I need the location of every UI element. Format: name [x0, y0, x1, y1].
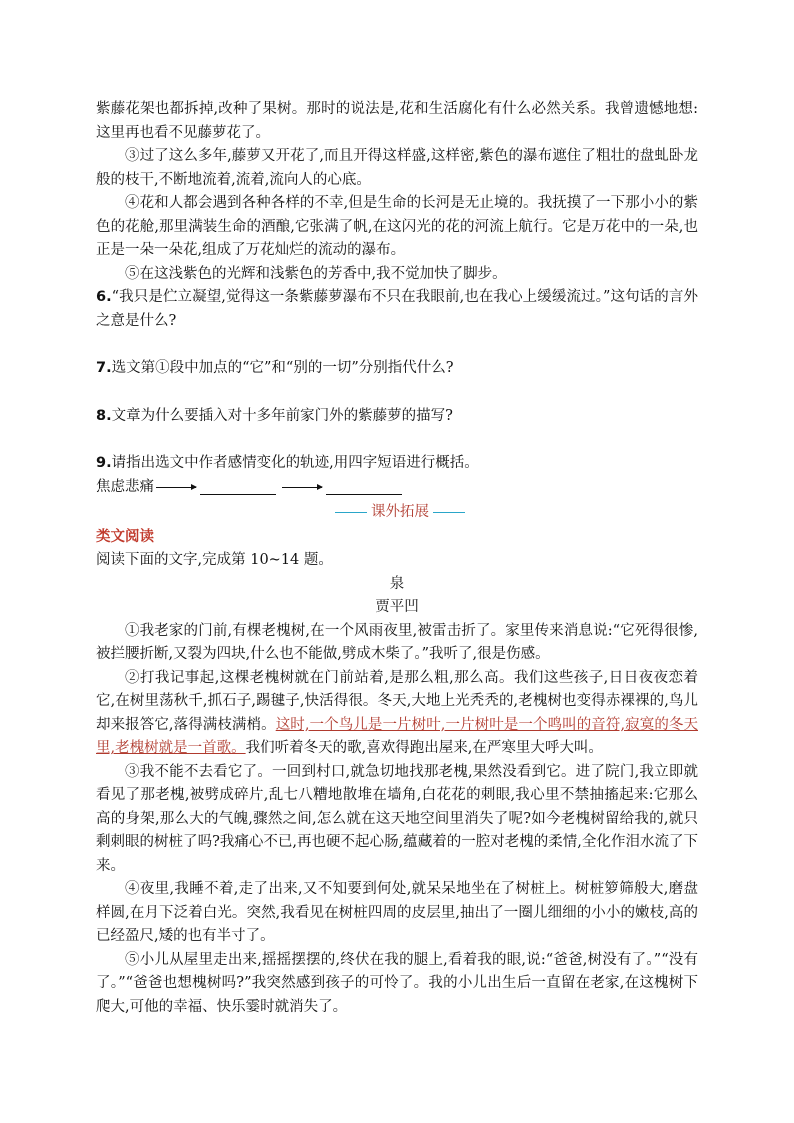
- passage2-paragraph-2: [96, 667, 698, 761]
- answer-space-6: [96, 333, 698, 357]
- passage2-author: 贾平凹: [375, 599, 419, 615]
- question-6: [96, 286, 698, 333]
- passage2-paragraph-4: ④夜里,我睡不着,走了出来,又不知要到何处,就呆呆地坐在了树桩上。树桩箩筛般大,磨盘样圆,在月下泛着白光。突然,我看见在树桩四周的皮层里,抽出了一圈儿细细的小小的嫩枝,高的已经盈尺,矮的也有半寸了。: [96, 881, 698, 944]
- emotion-track: [96, 476, 698, 500]
- reading-instruction: 阅读下面的文字,完成第 10~14 题。: [96, 552, 333, 568]
- answer-space-8: [96, 428, 698, 452]
- question-7: [96, 357, 698, 381]
- question-9: [96, 452, 698, 476]
- question-8: [96, 405, 698, 429]
- answer-space-7: [96, 381, 698, 405]
- passage2-paragraph-3: ③我不能不去看它了。一回到村口,就急切地找那老槐,果然没看到它。进了院门,我立即就看见了那老槐,被劈成碎片,乱七八糟地散堆在墙角,白花花的刺眼,我心里不禁抽搐起来:它那么高的身架,那么大的气魄,骤然之间,怎么就在这天地空间里消失了呢?如今老槐树留给我的,就只剩刺眼的树桩了吗?我痛心不已,再也硬不起心肠,蕴藏着的一腔对老槐的柔情,全化作泪水流了下来。: [96, 763, 698, 874]
- banner-line-right: [433, 512, 465, 513]
- question-9-text: 请指出选文中作者感情变化的轨迹,用四字短语进行概括。: [111, 455, 479, 471]
- arrow-icon: [282, 487, 322, 488]
- passage2-paragraph-5: ⑤小儿从屋里走出来,摇摇摆摆的,终伏在我的腿上,看着我的眼,说:“爸爸,树没有了。”“没有了。”“爸爸也想槐树吗?”我突然感到孩子的可怜了。我的小儿出生后一直留在老家,在这槐树下爬大,可他的幸福、快乐霎时就消失了。: [96, 951, 698, 1015]
- question-8-text: 文章为什么要插入对十多年前家门外的紫藤萝的描写?: [111, 407, 453, 424]
- extension-banner-label: 课外拓展: [371, 503, 429, 520]
- highlighted-sentence: 这时,一个鸟儿是一片树叶,一片树叶是一个鸣叫的音符,寂寞的冬天里,老槐树就是一首歌。: [96, 716, 698, 756]
- document-page: [96, 98, 698, 1019]
- question-8-number: 8.: [96, 407, 112, 424]
- passage2-paragraph-1: ①我老家的门前,有棵老槐树,在一个风雨夜里,被雷击折了。家里传来消息说:“它死得很惨,被拦腰折断,又裂为四块,什么也不能做,劈成木柴了。”我听了,很是伤感。: [96, 622, 698, 662]
- passage2-paragraph-2-end: 我们听着冬天的歌,喜欢得跑出屋来,在严寒里大呼大叫。: [245, 740, 603, 756]
- question-9-number: 9.: [96, 455, 112, 471]
- arrow-icon: [156, 487, 196, 488]
- passage1-paragraph-continued: 紫藤花架也都拆掉,改种了果树。那时的说法是,花和生活腐化有什么必然关系。我曾遗憾地想:这里再也看不见藤萝花了。: [96, 101, 698, 141]
- passage2-paragraph-2-start: ②打我记事起,这棵老槐树就在门前站着,是那么粗,那么高。我们这些孩子,日日夜夜恋着它,在树里荡秋千,抓石子,踢毽子,快活得很。冬天,大地上光秃秃的,老槐树也变得赤裸裸的,鸟儿却来报答它,落得满枝满梢。: [96, 669, 698, 733]
- banner-line-left: [335, 512, 367, 513]
- emotion-blank-2[interactable]: [326, 480, 402, 495]
- question-6-text: “我只是伫立凝望,觉得这一条紫藤萝瀑布不只在我眼前,也在我心上缓缓流过。”这句话的言外之意是什么?: [96, 289, 698, 329]
- emotion-blank-1[interactable]: [200, 480, 276, 495]
- extension-banner: [220, 500, 580, 526]
- section-title: 类文阅读: [96, 528, 154, 545]
- question-7-text: 选文第①段中加点的“它”和“别的一切”分别指代什么?: [111, 360, 454, 376]
- question-7-number: 7.: [96, 360, 112, 376]
- passage1-paragraph-5: ⑤在这浅紫色的光辉和浅紫色的芳香中,我不觉加快了脚步。: [125, 265, 507, 282]
- passage2-title: 泉: [389, 575, 405, 592]
- passage1-paragraph-4: ④花和人都会遇到各种各样的不幸,但是生命的长河是无止境的。我抚摸了一下那小小的紫色的花舱,那里满装生命的酒酿,它张满了帆,在这闪光的花的河流上航行。它是万花中的一朵,也正是一朵一朵花,组成了万花灿烂的流动的瀑布。: [96, 195, 698, 258]
- question-6-number: 6.: [96, 289, 112, 305]
- emotion-track-start: 焦虑悲痛: [96, 478, 154, 495]
- passage1-paragraph-3: ③过了这么多年,藤萝又开花了,而且开得这样盛,这样密,紫色的瀑布遮住了粗壮的盘虬卧龙般的枝干,不断地流着,流着,流向人的心底。: [96, 148, 698, 188]
